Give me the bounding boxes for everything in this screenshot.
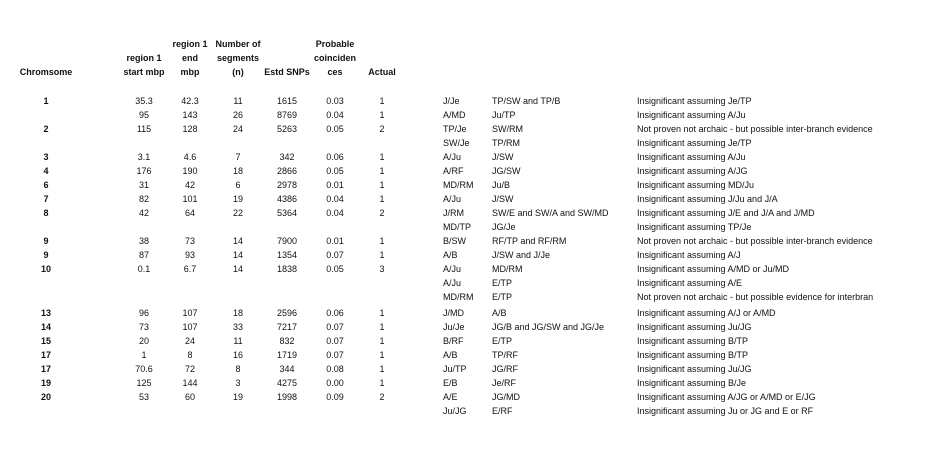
branches-cell: Ju/B xyxy=(492,180,511,190)
branches-cell: JG/Je xyxy=(492,222,516,232)
chromosome-cell: 6 xyxy=(43,180,49,190)
coincidences-cell: 0.03 xyxy=(326,96,344,106)
note-cell: Insignificant assuming Ju/JG xyxy=(637,364,752,374)
note-cell: Insignificant assuming A/Ju xyxy=(637,110,746,120)
region-end-cell: 143 xyxy=(182,110,198,120)
actual-cell: 1 xyxy=(379,152,385,162)
pair-cell: SW/Je xyxy=(443,138,470,148)
header-line: Chromsome xyxy=(19,67,73,77)
chromosome-cell: 9 xyxy=(43,250,49,260)
pair-cell: B/SW xyxy=(443,236,467,246)
chromosome-cell: 19 xyxy=(40,378,51,388)
snps-cell: 2866 xyxy=(276,166,298,176)
region-start-cell: 53 xyxy=(138,392,149,402)
segments-cell: 18 xyxy=(232,308,243,318)
actual-cell: 1 xyxy=(379,250,385,260)
region-end-cell: 190 xyxy=(182,166,198,176)
region-end-cell: 6.7 xyxy=(183,264,197,274)
actual-cell: 1 xyxy=(379,194,385,204)
chromosome-cell: 4 xyxy=(43,166,49,176)
chromosome-cell: 1 xyxy=(43,96,49,106)
coincidences-cell: 0.04 xyxy=(326,208,344,218)
branches-cell: E/TP xyxy=(492,292,513,302)
header-line: Actual xyxy=(368,67,396,77)
coincidences-cell: 0.08 xyxy=(326,364,344,374)
region-end-cell: 42 xyxy=(184,180,195,190)
region-start-cell: 96 xyxy=(138,308,149,318)
snps-cell: 1719 xyxy=(276,350,298,360)
region-end-cell: 107 xyxy=(182,308,198,318)
note-cell: Not proven not archaic - but possible inter-branch evidence xyxy=(637,124,873,134)
table-row xyxy=(0,164,926,178)
region-end-cell: 107 xyxy=(182,322,198,332)
table-row xyxy=(0,220,926,234)
branches-cell: SW/E and SW/A and SW/MD xyxy=(492,208,609,218)
actual-cell: 2 xyxy=(379,124,385,134)
chromosome-cell: 15 xyxy=(40,336,51,346)
snps-cell: 5263 xyxy=(276,124,298,134)
snps-cell: 4386 xyxy=(276,194,298,204)
branches-cell: TP/RF xyxy=(492,350,518,360)
coincidences-cell: 0.01 xyxy=(326,180,344,190)
pair-cell: A/RF xyxy=(443,166,464,176)
note-cell: Insignificant assuming A/Ju xyxy=(637,152,746,162)
note-cell: Not proven not archaic - but possible inter-branch evidence xyxy=(637,236,873,246)
region-start-cell: 115 xyxy=(136,124,152,134)
table-row xyxy=(0,150,926,164)
segments-cell: 19 xyxy=(232,194,243,204)
coincidences-cell: 0.07 xyxy=(326,250,344,260)
actual-cell: 1 xyxy=(379,180,385,190)
snps-cell: 5364 xyxy=(276,208,298,218)
branches-cell: JG/MD xyxy=(492,392,520,402)
table-row xyxy=(0,248,926,262)
snps-cell: 344 xyxy=(279,364,295,374)
branches-cell: J/SW and J/Je xyxy=(492,250,551,260)
snps-cell: 1615 xyxy=(276,96,298,106)
branches-cell: JG/SW xyxy=(492,166,521,176)
note-cell: Insignificant assuming Je/TP xyxy=(637,96,752,106)
header-actual xyxy=(358,65,406,79)
segments-cell: 16 xyxy=(232,350,243,360)
pair-cell: J/RM xyxy=(443,208,464,218)
header-line: Estd SNPs xyxy=(264,67,310,77)
pair-cell: TP/Je xyxy=(443,124,467,134)
table-row xyxy=(0,306,926,320)
pair-cell: A/Ju xyxy=(443,152,462,162)
snps-cell: 342 xyxy=(279,152,295,162)
region-end-cell: 101 xyxy=(182,194,198,204)
table-row xyxy=(0,376,926,390)
chromosome-cell: 14 xyxy=(40,322,51,332)
actual-cell: 2 xyxy=(379,208,385,218)
header-line: ces xyxy=(327,67,343,77)
note-cell: Insignificant assuming A/JG xyxy=(637,166,748,176)
note-cell: Insignificant assuming A/JG or A/MD or E/JG xyxy=(637,392,816,402)
region-start-cell: 42 xyxy=(138,208,149,218)
table-row xyxy=(0,348,926,362)
header-line: region 1 xyxy=(172,39,208,49)
pair-cell: MD/RM xyxy=(443,180,474,190)
header-line: mbp xyxy=(180,67,200,77)
actual-cell: 1 xyxy=(379,378,385,388)
chromosome-cell: 17 xyxy=(40,364,51,374)
snps-cell: 1838 xyxy=(276,264,298,274)
actual-cell: 1 xyxy=(379,322,385,332)
actual-cell: 1 xyxy=(379,236,385,246)
segments-cell: 3 xyxy=(235,378,241,388)
branches-cell: Ju/TP xyxy=(492,110,516,120)
coincidences-cell: 0.05 xyxy=(326,264,344,274)
branches-cell: TP/SW and TP/B xyxy=(492,96,561,106)
pair-cell: A/Ju xyxy=(443,278,462,288)
actual-cell: 1 xyxy=(379,96,385,106)
branches-cell: RF/TP and RF/RM xyxy=(492,236,567,246)
region-end-cell: 73 xyxy=(184,236,195,246)
pair-cell: A/Ju xyxy=(443,194,462,204)
snps-cell: 8769 xyxy=(276,110,298,120)
snps-cell: 832 xyxy=(279,336,295,346)
snps-cell: 2978 xyxy=(276,180,298,190)
segments-cell: 14 xyxy=(232,264,243,274)
table-row xyxy=(0,94,926,108)
note-cell: Insignificant assuming A/J xyxy=(637,250,741,260)
chromosome-cell: 9 xyxy=(43,236,49,246)
pair-cell: MD/TP xyxy=(443,222,471,232)
table-row xyxy=(0,234,926,248)
branches-cell: J/SW xyxy=(492,152,514,162)
actual-cell: 1 xyxy=(379,166,385,176)
coincidences-cell: 0.07 xyxy=(326,322,344,332)
region-start-cell: 82 xyxy=(138,194,149,204)
region-start-cell: 73 xyxy=(138,322,149,332)
coincidences-cell: 0.00 xyxy=(326,378,344,388)
segments-cell: 6 xyxy=(235,180,241,190)
note-cell: Insignificant assuming B/TP xyxy=(637,350,749,360)
branches-cell: E/TP xyxy=(492,278,513,288)
coincidences-cell: 0.01 xyxy=(326,236,344,246)
chromosome-cell: 20 xyxy=(40,392,51,402)
table-row xyxy=(0,276,926,290)
table-row xyxy=(0,334,926,348)
note-cell: Insignificant assuming J/E and J/A and J/MD xyxy=(637,208,815,218)
segments-cell: 18 xyxy=(232,166,243,176)
header-region-end xyxy=(164,37,216,79)
table-row xyxy=(0,390,926,404)
table-row xyxy=(0,108,926,122)
note-cell: Insignificant assuming A/MD or Ju/MD xyxy=(637,264,790,274)
pair-cell: B/RF xyxy=(443,336,464,346)
coincidences-cell: 0.04 xyxy=(326,110,344,120)
snps-cell: 7900 xyxy=(276,236,298,246)
note-cell: Insignificant assuming B/Je xyxy=(637,378,747,388)
pair-cell: MD/RM xyxy=(443,292,474,302)
pair-cell: A/B xyxy=(443,350,458,360)
table-row xyxy=(0,122,926,136)
segments-cell: 33 xyxy=(232,322,243,332)
note-cell: Insignificant assuming B/TP xyxy=(637,336,749,346)
region-start-cell: 38 xyxy=(138,236,149,246)
segments-cell: 11 xyxy=(233,336,243,346)
snps-cell: 7217 xyxy=(276,322,298,332)
segments-cell: 26 xyxy=(232,110,243,120)
segments-cell: 19 xyxy=(232,392,243,402)
pair-cell: Ju/JG xyxy=(443,406,467,416)
coincidences-cell: 0.06 xyxy=(326,308,344,318)
region-end-cell: 72 xyxy=(184,364,195,374)
chromosome-cell: 2 xyxy=(43,124,49,134)
table-row xyxy=(0,192,926,206)
note-cell: Insignificant assuming TP/Je xyxy=(637,222,752,232)
region-end-cell: 128 xyxy=(182,124,198,134)
coincidences-cell: 0.04 xyxy=(326,194,344,204)
segments-cell: 8 xyxy=(235,364,241,374)
table-row xyxy=(0,362,926,376)
header-line: Number of xyxy=(215,39,261,49)
note-cell: Not proven not archaic - but possible evidence for interbran xyxy=(637,292,874,302)
region-start-cell: 35.3 xyxy=(135,96,153,106)
branches-cell: SW/RM xyxy=(492,124,523,134)
region-end-cell: 42.3 xyxy=(181,96,199,106)
chromosome-cell: 17 xyxy=(40,350,51,360)
pair-cell: J/MD xyxy=(443,308,464,318)
pair-cell: A/Ju xyxy=(443,264,462,274)
header-line: end xyxy=(181,53,198,63)
segments-cell: 14 xyxy=(232,250,243,260)
header-line: start mbp xyxy=(123,67,165,77)
note-cell: Insignificant assuming A/J or A/MD xyxy=(637,308,776,318)
pair-cell: A/E xyxy=(443,392,458,402)
branches-cell: E/RF xyxy=(492,406,513,416)
coincidences-cell: 0.06 xyxy=(326,152,344,162)
actual-cell: 1 xyxy=(379,350,385,360)
table-row xyxy=(0,290,926,304)
region-start-cell: 0.1 xyxy=(137,264,151,274)
table-row xyxy=(0,178,926,192)
segments-cell: 22 xyxy=(232,208,243,218)
pair-cell: A/MD xyxy=(443,110,466,120)
table-row xyxy=(0,206,926,220)
header-region-start xyxy=(118,51,170,79)
region-start-cell: 31 xyxy=(138,180,149,190)
region-end-cell: 4.6 xyxy=(183,152,197,162)
snps-cell: 4275 xyxy=(276,378,298,388)
chromosome-cell: 7 xyxy=(43,194,49,204)
segments-cell: 14 xyxy=(232,236,243,246)
table-row xyxy=(0,136,926,150)
branches-cell: Je/RF xyxy=(492,378,517,388)
branches-cell: J/SW xyxy=(492,194,514,204)
branches-cell: A/B xyxy=(492,308,507,318)
region-end-cell: 144 xyxy=(182,378,198,388)
note-cell: Insignificant assuming Je/TP xyxy=(637,138,752,148)
actual-cell: 1 xyxy=(379,110,385,120)
snps-cell: 1998 xyxy=(276,392,298,402)
region-end-cell: 60 xyxy=(184,392,195,402)
segments-cell: 7 xyxy=(235,152,241,162)
header-line: coinciden xyxy=(313,53,356,63)
chromosome-cell: 3 xyxy=(43,152,49,162)
branches-cell: JG/B and JG/SW and JG/Je xyxy=(492,322,605,332)
pair-cell: Ju/Je xyxy=(443,322,465,332)
pair-cell: E/B xyxy=(443,378,458,388)
pair-cell: A/B xyxy=(443,250,458,260)
table-row xyxy=(0,262,926,276)
header-line: (n) xyxy=(232,67,244,77)
note-cell: Insignificant assuming Ju/JG xyxy=(637,322,752,332)
actual-cell: 1 xyxy=(379,336,385,346)
region-start-cell: 125 xyxy=(136,378,152,388)
header-snps xyxy=(260,65,314,79)
note-cell: Insignificant assuming A/E xyxy=(637,278,743,288)
region-start-cell: 95 xyxy=(138,110,149,120)
region-start-cell: 70.6 xyxy=(135,364,153,374)
region-end-cell: 93 xyxy=(184,250,195,260)
chromosome-cell: 8 xyxy=(43,208,49,218)
coincidences-cell: 0.09 xyxy=(326,392,344,402)
chromosome-cell: 13 xyxy=(40,308,51,318)
coincidences-cell: 0.05 xyxy=(326,124,344,134)
region-end-cell: 24 xyxy=(184,336,195,346)
snps-cell: 1354 xyxy=(276,250,298,260)
segments-cell: 11 xyxy=(233,96,243,106)
note-cell: Insignificant assuming Ju or JG and E or RF xyxy=(637,406,814,416)
snps-cell: 2596 xyxy=(276,308,298,318)
header-line: segments xyxy=(216,53,260,63)
segments-cell: 24 xyxy=(232,124,243,134)
branches-cell: E/TP xyxy=(492,336,513,346)
actual-cell: 2 xyxy=(379,392,385,402)
region-start-cell: 1 xyxy=(141,350,147,360)
branches-cell: JG/RF xyxy=(492,364,518,374)
region-end-cell: 64 xyxy=(184,208,195,218)
coincidences-cell: 0.07 xyxy=(326,336,344,346)
header-coincidences xyxy=(308,37,362,79)
actual-cell: 1 xyxy=(379,364,385,374)
actual-cell: 3 xyxy=(379,264,385,274)
header-line: region 1 xyxy=(126,53,162,63)
header-chromosome xyxy=(18,65,74,79)
header-segments xyxy=(210,37,266,79)
pair-cell: Ju/TP xyxy=(443,364,467,374)
actual-cell: 1 xyxy=(379,308,385,318)
pair-cell: J/Je xyxy=(443,96,460,106)
region-start-cell: 176 xyxy=(136,166,152,176)
table-row xyxy=(0,320,926,334)
note-cell: Insignificant assuming J/Ju and J/A xyxy=(637,194,778,204)
region-start-cell: 87 xyxy=(138,250,149,260)
note-cell: Insignificant assuming MD/Ju xyxy=(637,180,755,190)
branches-cell: MD/RM xyxy=(492,264,523,274)
chromosome-cell: 10 xyxy=(40,264,51,274)
region-start-cell: 20 xyxy=(138,336,149,346)
header-line: Probable xyxy=(315,39,355,49)
coincidences-cell: 0.07 xyxy=(326,350,344,360)
table-row xyxy=(0,404,926,418)
region-end-cell: 8 xyxy=(187,350,193,360)
branches-cell: TP/RM xyxy=(492,138,520,148)
coincidences-cell: 0.05 xyxy=(326,166,344,176)
region-start-cell: 3.1 xyxy=(137,152,151,162)
